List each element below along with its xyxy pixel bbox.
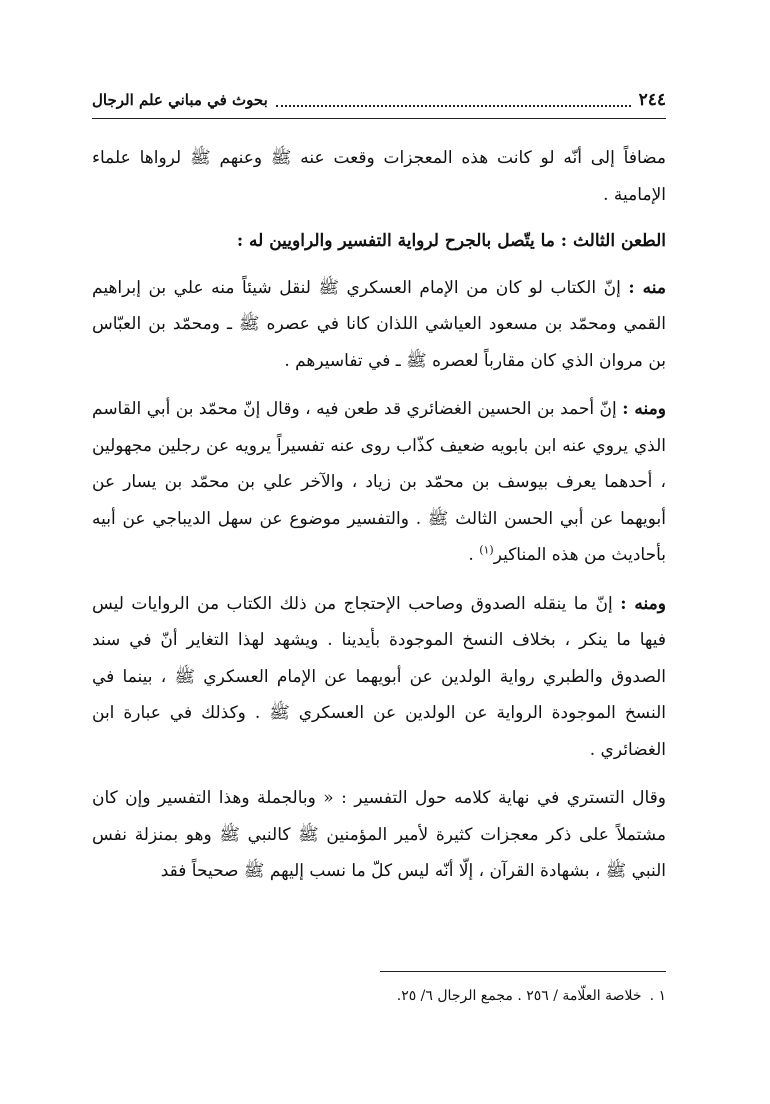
paragraph-text: إنّ الكتاب لو كان من الإمام العسكري ﷺ لنقل شيئاً منه علي بن إبراهيم القمي ومحمّد بن مسعود العياشي اللذان كانا في عصره ﷺ ـ ومحمّد بن العبّاس بن مروان الذي كان مقارباً لعصره ﷺ ـ في تفاسيرهم . [92, 277, 666, 371]
footnote-item [92, 984, 666, 1008]
header-dot-leader [276, 93, 631, 107]
footnote-rule [380, 971, 666, 972]
paragraph [92, 140, 666, 213]
header-rule [92, 118, 666, 119]
footnotes [92, 984, 666, 1008]
running-title: بحوث في مباني علم الرجال [92, 91, 268, 109]
paragraph [92, 586, 666, 769]
paragraph-lead: منه : [628, 277, 666, 298]
paragraph-text: إنّ أحمد بن الحسين الغضائري قد طعن فيه ، وقال إنّ محمّد بن أبي القاسم الذي يروي عنه ابن بابويه ضعيف كذّاب روى عنه تفسيراً يرويه عن رجلين مجهولين ، أحدهما يعرف بيوسف بن محمّد بن زياد ، والآخر علي بن محمّد بن يسار عن أبويهما عن أبي الحسن الثالث ﷺ . والتفسير موضوع عن سهل الديباجي عن أبيه بأحاديث من هذه المناكير [92, 399, 666, 565]
footnote-text: خلاصة العلّامة / ٢٥٦ . مجمع الرجال ٦/ ٢٥. [396, 988, 642, 1004]
section-heading-text: الطعن الثالث : ما يتّصل بالجرح لرواية التفسير والراويين له : [236, 231, 666, 251]
paragraph [92, 391, 666, 574]
footnote-number: ١ . [649, 988, 666, 1004]
paragraph-text: وقال التستري في نهاية كلامه حول التفسير : « وبالجملة وهذا التفسير وإن كان مشتملاً على ذكر معجزات كثيرة لأمير المؤمنين ﷺ كالنبي ﷺ وهو بمنزلة نفس النبي ﷺ ، بشهادة القرآن ، إلّا أنّه ليس كلّ ما نسب إليهم ﷺ صحيحاً فقد [92, 788, 666, 881]
paragraph-text: مضافاً إلى أنّه لو كانت هذه المعجزات وقعت عنه ﷺ وعنهم ﷺ لرواها علماء الإمامية . [92, 148, 666, 205]
paragraph [92, 270, 666, 380]
body-text [92, 140, 666, 902]
paragraph-lead: ومنه : [620, 593, 666, 614]
page-number: ٢٤٤ [638, 90, 666, 110]
paragraph-text: إنّ ما ينقله الصدوق وصاحب الإحتجاج من ذلك الكتاب من الروايات ليس فيها ما ينكر ، بخلاف النسخ الموجودة بأيدينا . ويشهد لهذا التغاير أنّ في سند الصدوق والطبري رواية الولدين عن أبويهما عن الإمام العسكري ﷺ ، بينما في النسخ الموجودة الرواية عن الولدين عن العسكري ﷺ . وكذلك في عبارة ابن الغضائري . [92, 593, 666, 760]
paragraph [92, 780, 666, 890]
section-heading [92, 223, 666, 260]
paragraph-tail: . [468, 545, 480, 565]
running-header [92, 86, 666, 114]
footnote-reference[interactable]: (١) [479, 543, 494, 557]
paragraph-lead: ومنه : [622, 399, 666, 419]
